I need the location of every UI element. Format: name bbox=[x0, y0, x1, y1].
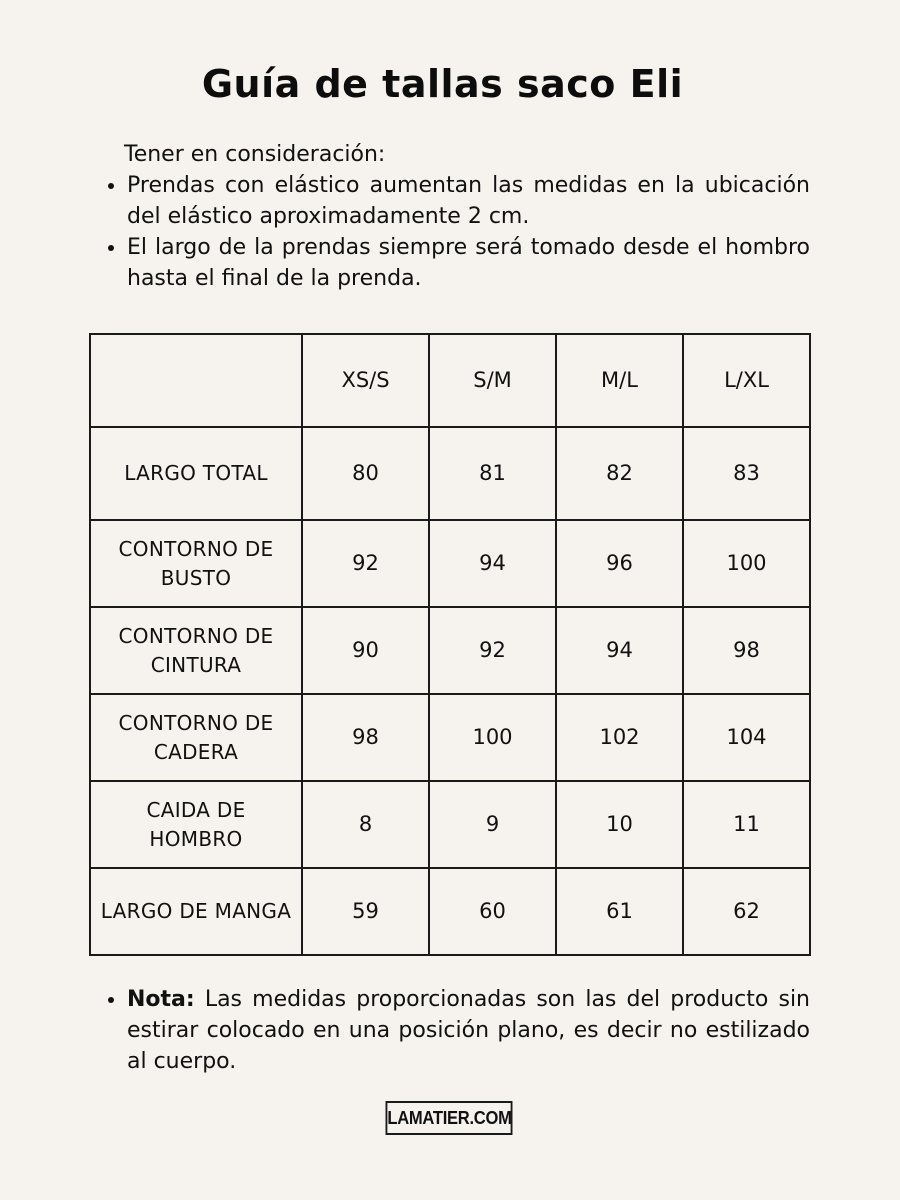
table-row bbox=[90, 694, 810, 781]
note-text: Las medidas proporcionadas son las del producto sin estirar colocado en una posición plano, es decir no estilizado al cuerpo. bbox=[127, 987, 810, 1074]
table-cell: 94 bbox=[556, 607, 683, 694]
table-cell: 90 bbox=[302, 607, 429, 694]
table-cell: 81 bbox=[429, 427, 556, 520]
table-row bbox=[90, 868, 810, 955]
table-cell: 94 bbox=[429, 520, 556, 607]
consideration-item: El largo de la prendas siempre será tomado desde el hombro hasta el final de la prenda. bbox=[127, 232, 810, 294]
table-cell: 82 bbox=[556, 427, 683, 520]
consideration-heading: Tener en consideración: bbox=[124, 142, 386, 167]
table-cell: 100 bbox=[683, 520, 810, 607]
table-cell: 80 bbox=[302, 427, 429, 520]
table-cell: 102 bbox=[556, 694, 683, 781]
table-cell: 9 bbox=[429, 781, 556, 868]
table-cell: 61 bbox=[556, 868, 683, 955]
table-cell: 62 bbox=[683, 868, 810, 955]
row-label: LARGO DE MANGA bbox=[90, 868, 302, 955]
table-row bbox=[90, 781, 810, 868]
table-cell: 98 bbox=[302, 694, 429, 781]
page-title: Guía de tallas saco Eli bbox=[201, 62, 684, 106]
table-cell: 10 bbox=[556, 781, 683, 868]
consideration-item: Prendas con elástico aumentan las medidas en la ubicación del elástico aproximadamente 2 cm. bbox=[127, 170, 810, 232]
table-cell: 11 bbox=[683, 781, 810, 868]
brand-logo: LAMATIER.COM bbox=[386, 1101, 513, 1135]
row-label: CONTORNO DE BUSTO bbox=[90, 520, 302, 607]
table-cell: 96 bbox=[556, 520, 683, 607]
table-row bbox=[90, 520, 810, 607]
table-cell: 8 bbox=[302, 781, 429, 868]
column-header-xs-s: XS/S bbox=[302, 334, 429, 427]
table-cell: 59 bbox=[302, 868, 429, 955]
column-header-l-xl: L/XL bbox=[683, 334, 810, 427]
table-cell: 92 bbox=[429, 607, 556, 694]
table-header-row bbox=[90, 334, 810, 427]
row-label: CONTORNO DE CINTURA bbox=[90, 607, 302, 694]
table-row bbox=[90, 427, 810, 520]
table-cell: 92 bbox=[302, 520, 429, 607]
note-item bbox=[127, 984, 810, 1077]
row-label: CAIDA DE HOMBRO bbox=[90, 781, 302, 868]
table-cell: 100 bbox=[429, 694, 556, 781]
table-cell: 60 bbox=[429, 868, 556, 955]
table-cell: 104 bbox=[683, 694, 810, 781]
column-header-s-m: S/M bbox=[429, 334, 556, 427]
table-row bbox=[90, 607, 810, 694]
note-list bbox=[127, 984, 810, 1077]
table-cell: 83 bbox=[683, 427, 810, 520]
table-corner-cell bbox=[90, 334, 302, 427]
row-label: LARGO TOTAL bbox=[90, 427, 302, 520]
row-label: CONTORNO DE CADERA bbox=[90, 694, 302, 781]
considerations-list bbox=[127, 170, 810, 294]
table-cell: 98 bbox=[683, 607, 810, 694]
size-chart-table bbox=[89, 333, 811, 956]
column-header-m-l: M/L bbox=[556, 334, 683, 427]
note-label: Nota: bbox=[127, 987, 195, 1012]
